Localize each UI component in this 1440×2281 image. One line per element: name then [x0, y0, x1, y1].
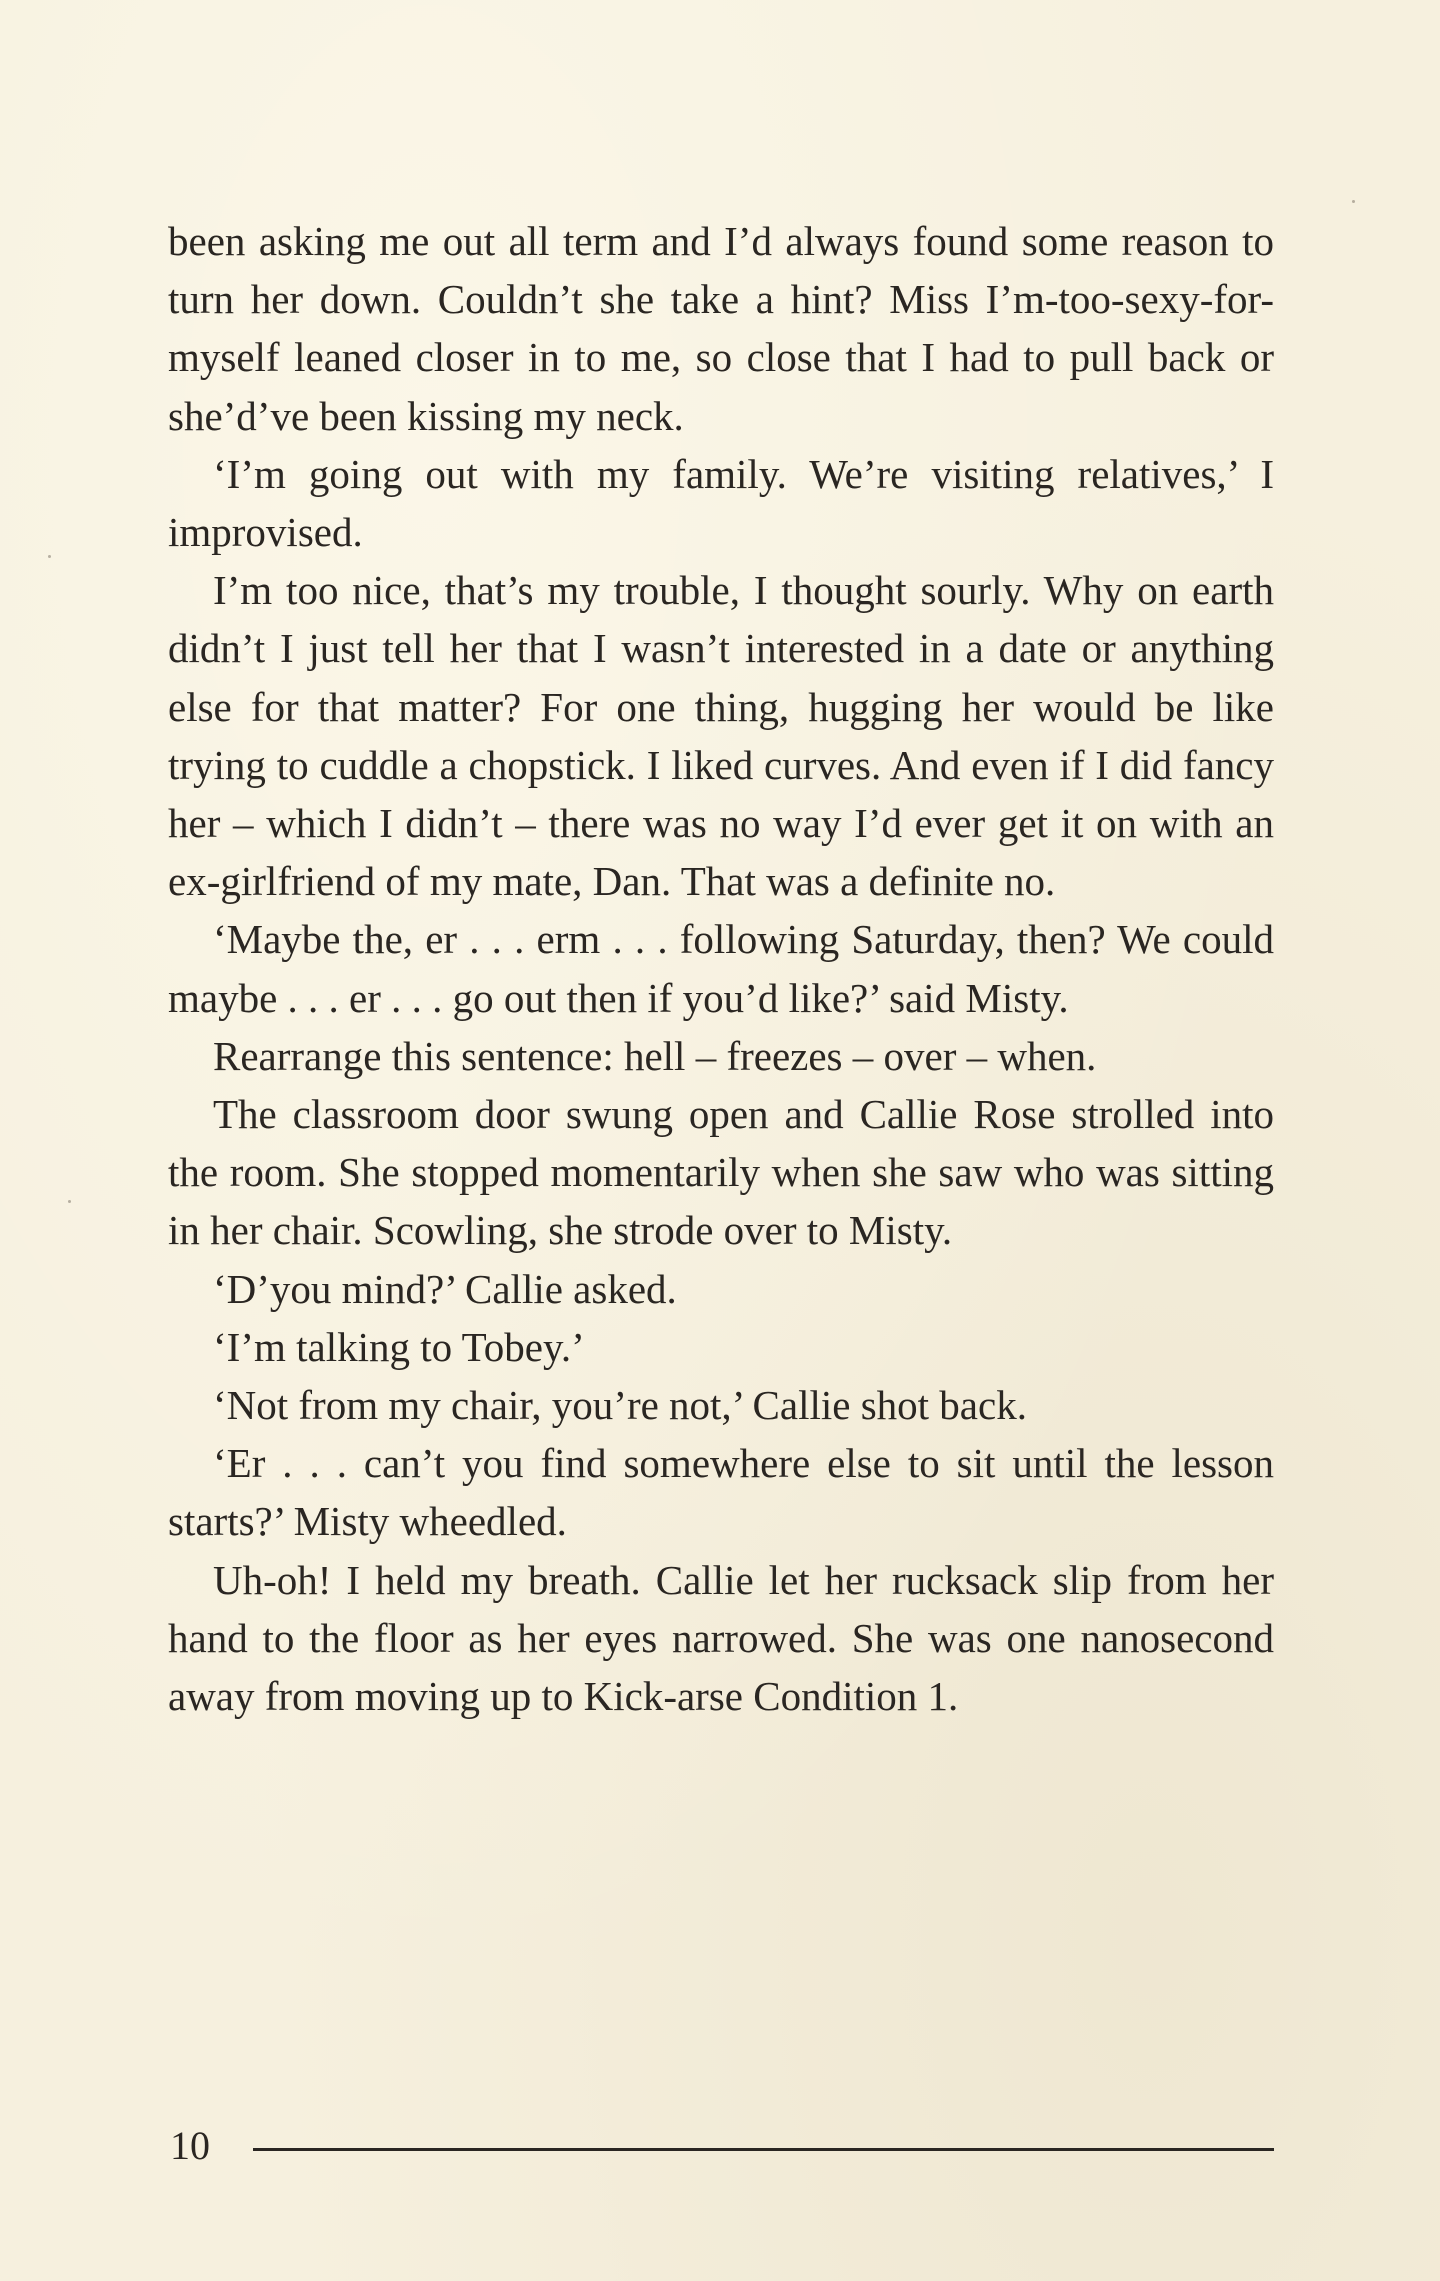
- paragraph-7: ‘D’you mind?’ Callie asked.: [213, 1265, 677, 1312]
- paragraph-3: I’m too nice, that’s my trouble, I thought sourly. Why on earth didn’t I just tell her that I wasn’t interested in a date or anything else for that matter? For one thing, hugging her would be like trying to cuddle a chopstick. I liked curves. And even if I did fancy her – which I didn’t – there was no way I’d ever get it on with an ex-girlfriend of my mate, Dan. That was a definite no.: [168, 567, 1274, 905]
- paragraph-9: ‘Not from my chair, you’re not,’ Callie shot back.: [213, 1382, 1027, 1429]
- paragraph-8: ‘I’m talking to Tobey.’: [213, 1323, 585, 1370]
- footer-rule: [253, 2148, 1274, 2151]
- paragraph-5: Rearrange this sentence: hell – freezes – over – when.: [213, 1032, 1097, 1079]
- paragraph-1: been asking me out all term and I’d always found some reason to turn her down. Couldn’t she take a hint? Miss I’m-too-sexy-for-myself leaned closer in to me, so close that I had to pull back or she’d’ve been kissing my neck.: [168, 218, 1274, 439]
- paragraph-11: Uh-oh! I held my breath. Callie let her rucksack slip from her hand to the floor as her eyes narrowed. She was one nanosecond away from moving up to Kick-arse Condition 1.: [168, 1556, 1274, 1720]
- page-number: 10: [170, 2123, 210, 2168]
- paragraph-6: The classroom door swung open and Callie Rose strolled into the room. She stopped momentarily when she saw who was sitting in her chair. Scowling, she strode over to Misty.: [168, 1091, 1274, 1254]
- body-text: [168, 212, 1274, 1725]
- paper-speck: [68, 1200, 71, 1203]
- page-footer: [168, 2116, 1274, 2176]
- paragraph-4: ‘Maybe the, er . . . erm . . . following Saturday, then? We could maybe . . . er . . . go out then if you’d like?’ said Misty.: [168, 916, 1274, 1021]
- paragraph-2: ‘I’m going out with my family. We’re visiting relatives,’ I improvised.: [168, 450, 1274, 556]
- paper-speck: [48, 555, 51, 558]
- paragraph-10: ‘Er . . . can’t you find somewhere else to sit until the lesson starts?’ Misty wheedled.: [168, 1440, 1274, 1545]
- paper-speck: [180, 650, 183, 653]
- paper-speck: [1352, 200, 1355, 203]
